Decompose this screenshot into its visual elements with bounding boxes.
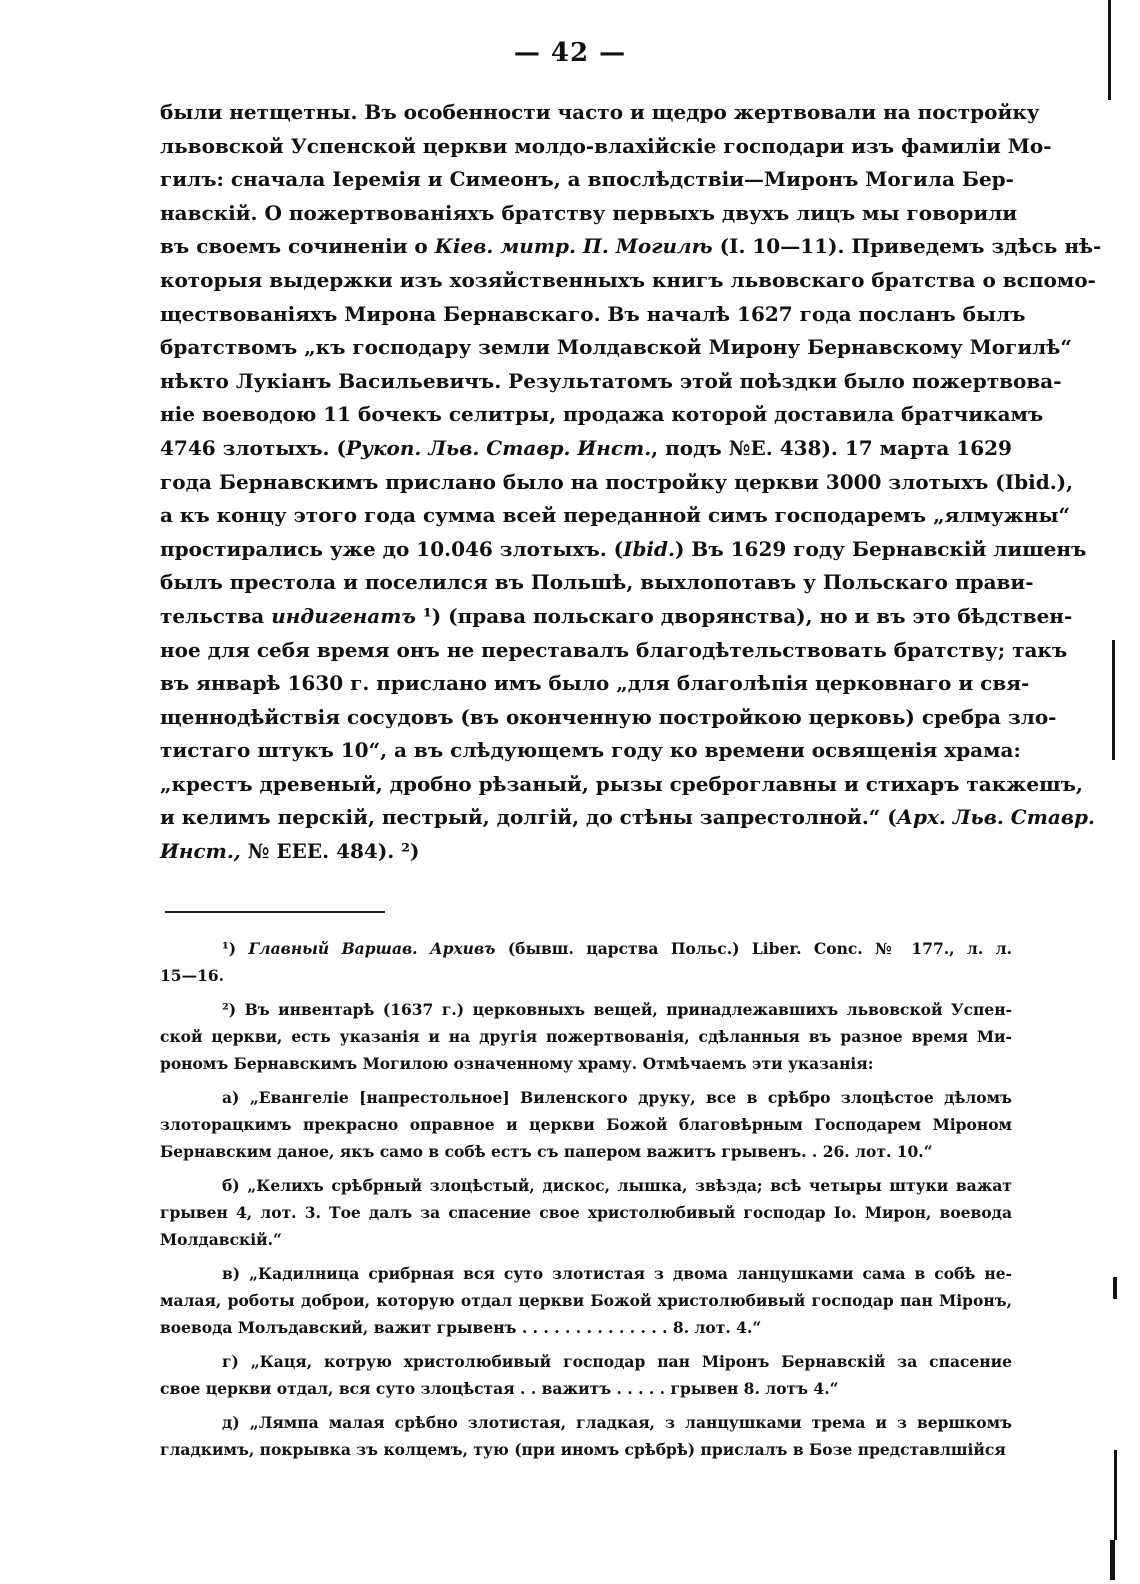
footnote-line: малая, роботы доброи, которую отдал церкви Божой христолюбивый господар пан Міронъ,	[160, 1291, 1012, 1310]
footnote-line: ской церкви, есть указанія и на другія пожертвованія, сдѣланныя въ разное время Ми-	[160, 1027, 1012, 1046]
text-line: тистаго штукъ 10“, а въ слѣдующемъ году ко времени освященія храма:	[160, 738, 1021, 763]
text-line: тельства индигенатъ ¹) (права польскаго дворянства), но и въ это бѣдствен-	[160, 603, 1073, 628]
footnote-line: г) „Каця, котрую христолюбивый господар пан Міронъ Бернавскій за спасение	[222, 1352, 1012, 1371]
text-line: простирались уже до 10.046 злотыхъ. (Ibid.) Въ 1629 году Бернавскій лишенъ	[160, 536, 1087, 561]
scan-edge-mark	[1110, 1540, 1115, 1580]
footnote-line: рономъ Бернавскимъ Могилою означенному храму. Отмѣчаемъ эти указанія:	[160, 1054, 874, 1073]
text-line: года Бернавскимъ прислано было на постройку церкви 3000 злотыхъ (Ibid.),	[160, 469, 1074, 494]
text-line: въ январѣ 1630 г. прислано имъ было „для благолѣпія церковнаго и свя-	[160, 671, 1030, 696]
footnote-line: свое церкви отдал, вся суто злоцѣстая . . важитъ . . . . . грывен 8. лотъ 4.“	[160, 1379, 839, 1398]
italic-citation: индигенатъ	[271, 603, 416, 628]
text-line: Инст., № ЕЕЕ. 484). ²)	[160, 839, 420, 864]
footnote-line: б) „Келихъ срѣбрный злоцѣстый, дискос, лышка, звѣзда; всѣ четыры штуки важат	[222, 1176, 1012, 1195]
footnote-item	[160, 1260, 1012, 1341]
text-line: щеннодѣйствія сосудовъ (въ оконченную постройкою церковь) сребра зло-	[160, 704, 1057, 729]
text-line: ществованіяхъ Мирона Бернавскаго. Въ началѣ 1627 года посланъ былъ	[160, 301, 1026, 326]
footnotes	[160, 935, 1012, 1470]
footnote-line: а) „Евангеліе [напрестольное] Виленского друку, все в срѣбро злоцѣстое дѣломъ	[222, 1088, 1012, 1107]
text-line: и келимъ перскій, пестрый, долгій, до стѣны запрестолной.“ (Арх. Льв. Ставр.	[160, 805, 1095, 830]
scan-edge-mark	[1114, 1450, 1117, 1540]
text-line: 4746 злотыхъ. (Рукоп. Льв. Ставр. Инст., подъ №Е. 438). 17 марта 1629	[160, 435, 1012, 460]
footnote-item	[160, 1409, 1012, 1463]
footnote-item	[160, 935, 1012, 989]
text-line: навскій. О пожертвованіяхъ братству первыхъ двухъ лицъ мы говорили	[160, 200, 1018, 225]
italic-citation: Рукоп. Льв. Ставр. Инст.	[345, 435, 652, 460]
scan-edge-mark	[1113, 1277, 1117, 1299]
page-number: — 42 —	[513, 38, 627, 68]
footnote-line: воевода Молъдавский, важит грывенъ . . . . . . . . . . . . . . 8. лот. 4.“	[160, 1318, 762, 1337]
footnote-item	[160, 1172, 1012, 1253]
scan-edge-mark	[1112, 640, 1115, 760]
main-text	[160, 96, 1102, 869]
text-line: нѣкто Лукіанъ Васильевичъ. Результатомъ этой поѣздки было пожертвова-	[160, 368, 1062, 393]
footnote-line: д) „Лямпа малая срѣбно злотистая, гладкая, з ланцушками трема и з вершкомъ	[222, 1413, 1012, 1432]
footnote-line: ²) Въ инвентарѣ (1637 г.) церковныхъ вещей, принадлежавшихъ львовской Успен-	[222, 1000, 1012, 1019]
text-line: ніе воеводою 11 бочекъ селитры, продажа которой доставила братчикамъ	[160, 402, 1044, 427]
footnote-line: злоторацкимъ прекрасно оправное и церкви Божой благовѣрным Господарем Міроном	[160, 1115, 1012, 1134]
footnote-item	[160, 1348, 1012, 1402]
text-line: были нетщетны. Въ особенности часто и щедро жертвовали на постройку	[160, 100, 1040, 124]
text-line: львовской Успенской церкви молдо-влахійскіе господари изъ фамиліи Мо-	[160, 133, 1052, 158]
footnote-line: гладкимъ, покрывка зъ колцемъ, тую (при иномъ срѣбрѣ) прислалъ в Бозе представлшійся	[160, 1440, 1006, 1459]
italic-citation: Инст.,	[160, 839, 241, 864]
italic-citation: Кіев. митр. П. Могилѣ	[434, 234, 713, 259]
text-line: а къ концу этого года сумма всей переданной симъ господаремъ „ялмужны“	[160, 503, 1071, 528]
text-line: былъ престола и поселился въ Польшѣ, выхлопотавъ у Польскаго прави-	[160, 570, 1034, 595]
text-line: которыя выдержки изъ хозяйственныхъ книгъ львовскаго братства о вспомо-	[160, 267, 1096, 292]
text-line: „крестъ древеный, дробно рѣзаный, рызы среброглавны и стихаръ такжешъ,	[160, 771, 1083, 796]
scan-edge-mark	[1108, 0, 1111, 100]
text-line: гилъ: сначала Іеремія и Симеонъ, а впослѣдствіи—Миронъ Могила Бер-	[160, 167, 1014, 192]
footnote-line: в) „Кадилница срибрная вся суто злотистая з двома ланцушками сама в собѣ не-	[222, 1264, 1012, 1283]
italic-citation: Главный Варшав. Архивъ	[248, 939, 496, 958]
italic-citation: Ibid.	[623, 536, 675, 561]
text-line: ное для себя время онъ не переставалъ благодѣтельствовать братству; такъ	[160, 637, 1068, 662]
footnote-line: Бернавским даное, якъ само в собѣ естъ съ папером важитъ грывенъ. . 26. лот. 10.“	[160, 1142, 933, 1161]
footnote-line: 15—16.	[160, 966, 225, 985]
text-line: въ своемъ сочиненіи о Кіев. митр. П. Могилѣ (I. 10—11). Приведемъ здѣсь нѣ-	[160, 234, 1102, 259]
italic-citation: Арх. Льв. Ставр.	[896, 805, 1095, 830]
footnote-item	[160, 996, 1012, 1077]
footnote-line: грывен 4, лот. 3. Тое далъ за спасение свое христолюбивый господар Іо. Мирон, воевода	[160, 1203, 1012, 1222]
text-line: братствомъ „къ господару земли Молдавской Мирону Бернавскому Могилѣ“	[160, 335, 1072, 360]
footnote-line: Молдавскій.“	[160, 1230, 282, 1249]
footnote-line: ¹) Главный Варшав. Архивъ (бывш. царства Польс.) Liber. Conc. № 177., л. л.	[222, 939, 1012, 958]
footnote-item	[160, 1084, 1012, 1165]
footnote-divider	[165, 911, 385, 913]
